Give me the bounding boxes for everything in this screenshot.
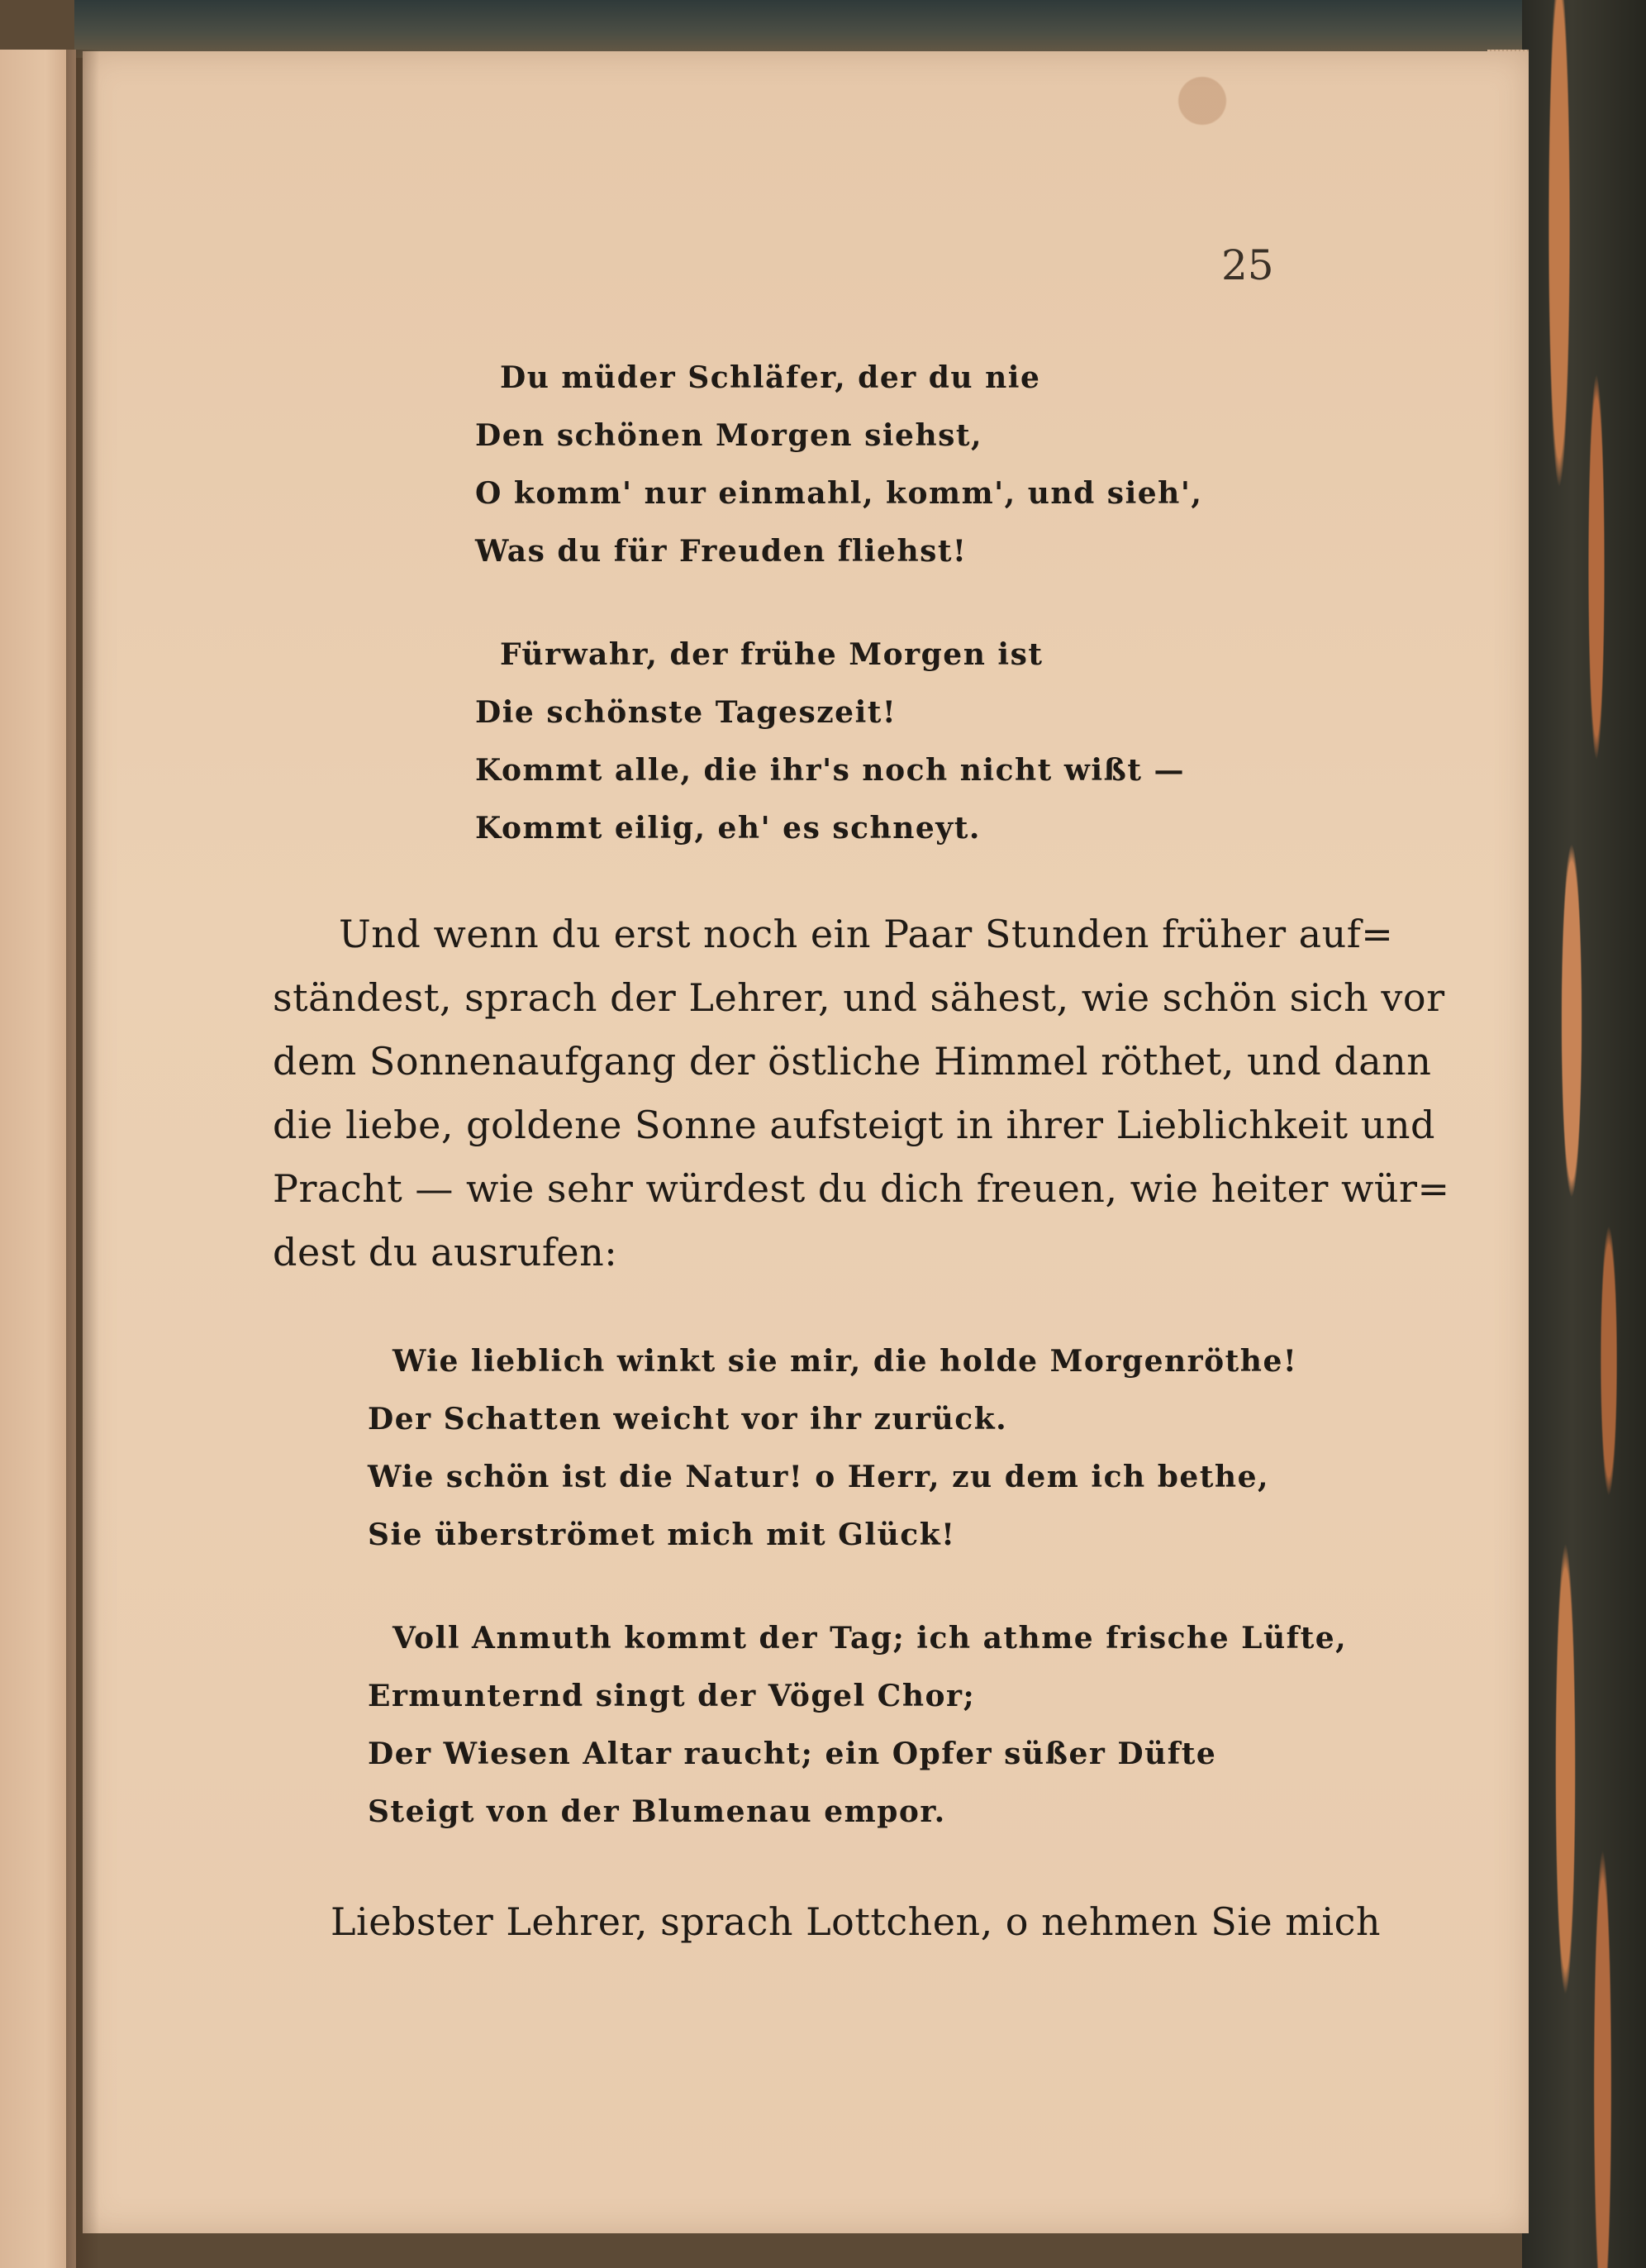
verse-line: Voll Anmuth kommt der Tag; ich athme frische Lüfte, [392,1621,1348,1656]
text-line: die liebe, goldene Sonne aufsteigt in ihrer Lieblichkeit und [273,1103,1435,1147]
paragraph-1 [273,903,1450,1284]
verse-line: Wie lieblich winkt sie mir, die holde Morgenröthe! [392,1344,1298,1379]
text-line: Pracht — wie sehr würdest du dich freuen, wie heiter wür= [273,1166,1450,1211]
text-line: Liebster Lehrer, sprach Lottchen, o nehmen Sie mich [331,1899,1381,1944]
paragraph-2 [331,1890,1381,1954]
book-page [83,51,1529,2233]
gutter-shadow [66,50,99,2268]
poem-stanza-2 [475,626,1185,857]
verse-line: O komm' nur einmahl, komm', und sieh', [475,476,1203,511]
verse-line: Den schönen Morgen siehst, [475,418,983,453]
left-page-edge [0,50,76,2268]
text-line: dest du ausrufen: [273,1230,618,1275]
poem-stanza-4 [368,1609,1347,1841]
book-cover-top [74,0,1578,58]
text-line: ständest, sprach der Lehrer, und sähest, wie schön sich vor [273,975,1445,1020]
marbled-cover [1522,0,1646,2268]
verse-line: Der Wiesen Altar raucht; ein Opfer süßer Düfte [368,1737,1217,1771]
verse-line: Wie schön ist die Natur! o Herr, zu dem ich bethe, [368,1460,1270,1494]
verse-line: Was du für Freuden fliehst! [475,534,968,569]
verse-line: Kommt eilig, eh' es schneyt. [475,811,981,846]
verse-line: Ermunternd singt der Vögel Chor; [368,1679,976,1713]
verse-line: Du müder Schläfer, der du nie [500,360,1041,395]
poem-stanza-3 [368,1332,1297,1564]
verse-line: Steigt von der Blumenau empor. [368,1794,946,1829]
verse-line: Kommt alle, die ihr's noch nicht wißt — [475,753,1186,788]
page-number: 25 [1221,241,1274,289]
text-line: Und wenn du erst noch ein Paar Stunden früher auf= [339,912,1394,956]
verse-line: Fürwahr, der frühe Morgen ist [500,637,1044,672]
poem-stanza-1 [475,349,1202,580]
verse-line: Sie überströmet mich mit Glück! [368,1518,956,1552]
text-line: dem Sonnenaufgang der östliche Himmel röthet, und dann [273,1039,1432,1084]
verse-line: Die schönste Tageszeit! [475,695,897,730]
verse-line: Der Schatten weicht vor ihr zurück. [368,1402,1008,1437]
